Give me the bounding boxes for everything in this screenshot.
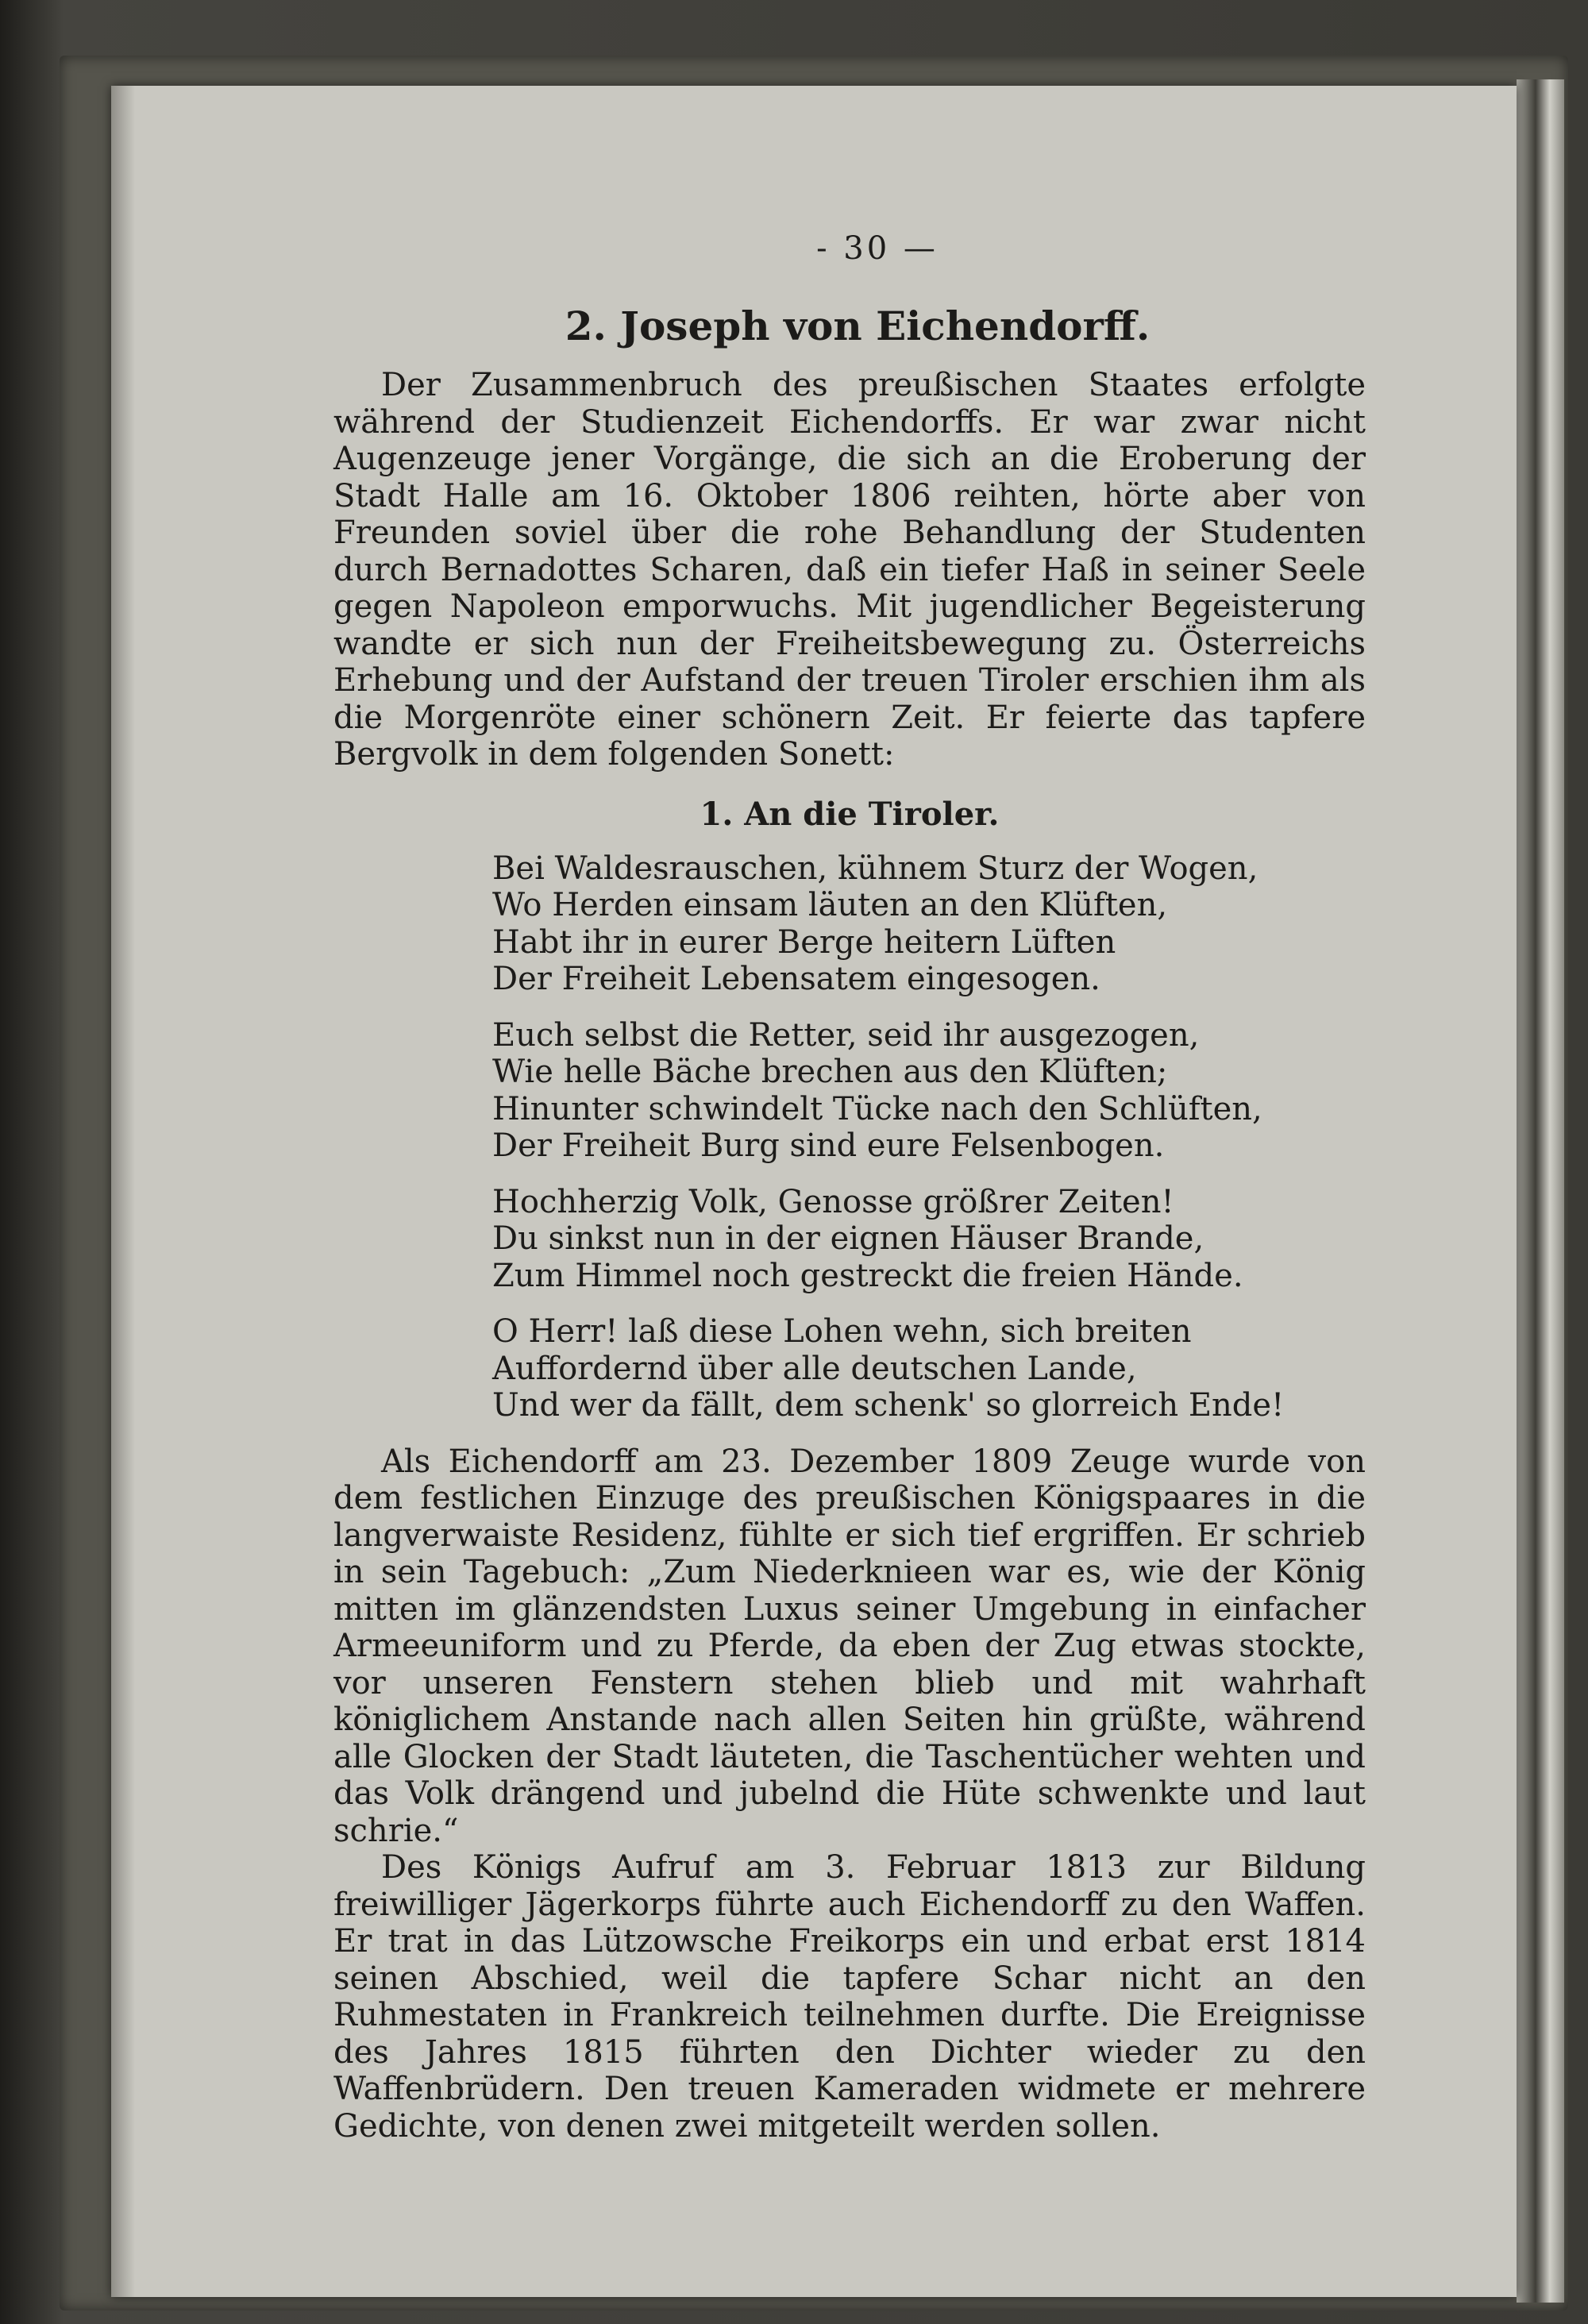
poem-line: Und wer da fällt, dem schenk' so glorreich Ende! bbox=[492, 1387, 1285, 1424]
poem-line: Wo Herden einsam läuten an den Klüften, bbox=[492, 887, 1168, 923]
poem-line: Der Freiheit Lebensatem eingesogen. bbox=[492, 961, 1100, 997]
diary-paragraph: Als Eichendorff am 23. Dezember 1809 Zeuge wurde von dem festlichen Einzuge des preußischen Königspaares in die langverwaiste Residenz, fühlte er sich tief ergriffen. Er schrieb in sein Tagebuch: „Zum Niederknieen war es, wie der König mitten im glänzendsten Luxus seiner Umgebung in einfacher Armeeuniform und zu Pferde, da eben der Zug etwas stockte, vor unseren Fenstern stehen blieb und mit wahrhaft königlichem Anstande nach allen Seiten hin grüßte, während alle Glocken der Stadt läuteten, die Taschentücher wehten und das Volk drängend und jubelnd die Hüte schwenkte und laut schrie.“ bbox=[333, 1443, 1366, 1849]
stanza bbox=[492, 1184, 1366, 1295]
poem-line: Wie helle Bäche brechen aus den Klüften; bbox=[492, 1054, 1168, 1090]
stanza bbox=[492, 850, 1366, 998]
poem-line: O Herr! laß diese Lohen wehn, sich breiten bbox=[492, 1313, 1192, 1350]
book-gutter bbox=[1517, 79, 1564, 2303]
poem-line: Bei Waldesrauschen, kühnem Sturz der Wogen, bbox=[492, 850, 1258, 887]
poem-line: Euch selbst die Retter, seid ihr ausgezogen, bbox=[492, 1016, 1200, 1054]
poem-line: Hinunter schwindelt Tücke nach den Schlüften, bbox=[492, 1090, 1262, 1127]
stanza bbox=[492, 1313, 1366, 1424]
chapter-heading: 2. Joseph von Eichendorff. bbox=[565, 303, 1151, 349]
poem-line: Du sinkst nun in der eignen Häuser Brande, bbox=[492, 1220, 1204, 1257]
poem-title: 1. An die Tiroler. bbox=[700, 795, 1000, 833]
poem bbox=[492, 850, 1366, 1424]
page-number: - 30 — bbox=[816, 230, 939, 267]
intro-paragraph: Der Zusammenbruch des preußischen Staates erfolgte während der Studienzeit Eichendorffs. Er war zwar nicht Augenzeuge jener Vorgänge, die sich an die Eroberung der Stadt Halle am 16. Oktober 1806 reihten, hörte aber von Freunden soviel über die rohe Behandlung der Studenten durch Bernadottes Scharen, daß ein tiefer Haß in seiner Seele gegen Napoleon emporwuchs. Mit jugendlicher Begeisterung wandte er sich nun der Freiheitsbewegung zu. Österreichs Erhebung und der Aufstand der treuen Tiroler erschien ihm als die Morgenröte einer schönern Zeit. Er feierte das tapfere Bergvolk in dem folgenden Sonett: bbox=[333, 367, 1366, 773]
poem-line: Der Freiheit Burg sind eure Felsenbogen. bbox=[492, 1127, 1165, 1164]
stanza bbox=[492, 1017, 1366, 1165]
page-text bbox=[333, 230, 1366, 2145]
poem-line: Hochherzig Volk, Genosse größrer Zeiten! bbox=[492, 1183, 1174, 1220]
closing-paragraph: Des Königs Aufruf am 3. Februar 1813 zur Bildung freiwilliger Jägerkorps führte auch Eichendorff zu den Waffen. Er trat in das Lützowsche Freikorps ein und erbat erst 1814 seinen Abschied, weil die tapfere Schar nicht an den Ruhmestaten in Frankreich teilnehmen durfte. Die Ereignisse des Jahres 1815 führten den Dichter wieder zu den Waffenbrüdern. Den treuen Kameraden widmete er mehrere Gedichte, von denen zwei mitgeteilt werden sollen. bbox=[333, 1849, 1366, 2145]
poem-line: Zum Himmel noch gestreckt die freien Hände. bbox=[492, 1257, 1243, 1294]
poem-line: Auffordernd über alle deutschen Lande, bbox=[492, 1350, 1137, 1387]
poem-line: Habt ihr in eurer Berge heitern Lüften bbox=[492, 923, 1116, 961]
